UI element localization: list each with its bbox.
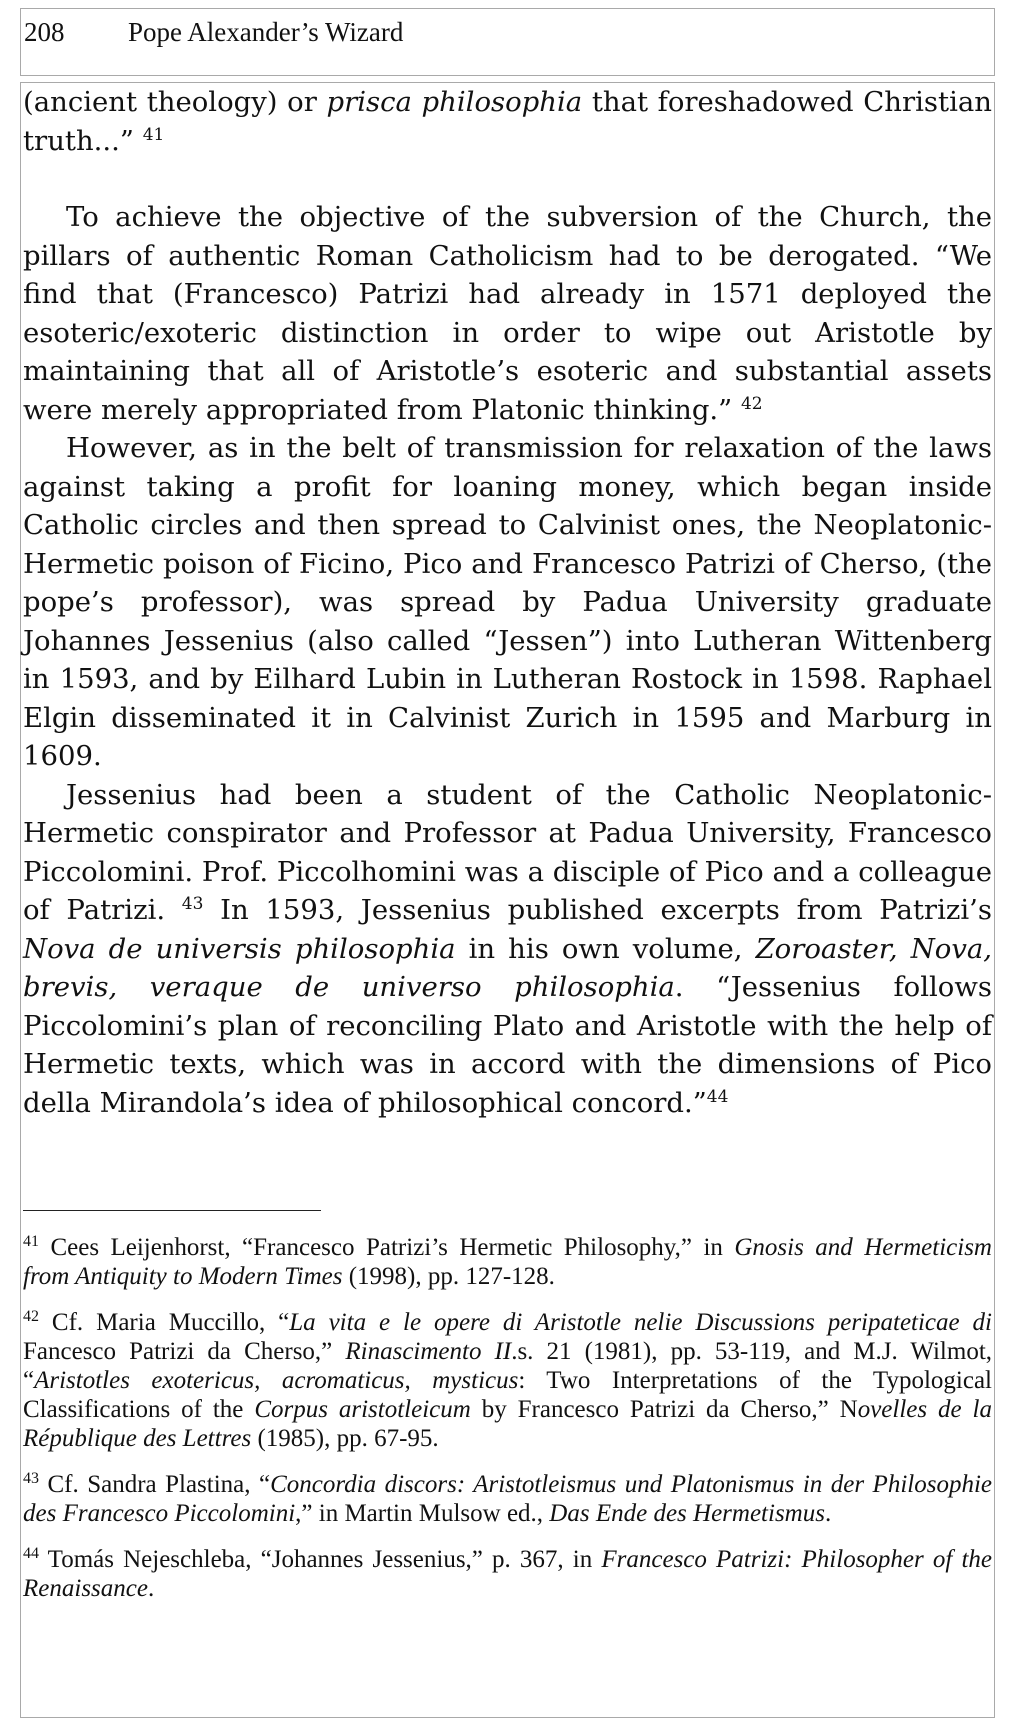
text-run: by Francesco Patrizi da Cherso,” N bbox=[470, 1396, 858, 1423]
text-block bbox=[20, 82, 995, 1718]
page-number: 208 bbox=[24, 17, 65, 47]
italic-title: Gnosis and Hermeticism from Antiquity to Modern Times bbox=[23, 1234, 992, 1290]
text-run: However, as in the belt of transmission for relaxation of the laws against taking a profit for loaning money, which began inside Catholic circles and then spread to Calvinist ones, the Neoplatonic-Hermetic poison of Ficino, Pico and Francesco Patrizi of Cherso, (the pope’s professor), was spread by Padua University graduate Johannes Jessenius (also called “Jessen”) into Lutheran Wittenberg in 1593, and by Eilhard Lubin in Lutheran Rostock in 1598. Raphael Elgin disseminated it in Calvinist Zurich in 1595 and Marburg in 1609. bbox=[23, 432, 992, 772]
footnote-43 bbox=[23, 1470, 992, 1528]
text-run: : Two Interpretations of the Typological Classifications of the bbox=[23, 1367, 992, 1423]
footnote-44 bbox=[23, 1545, 992, 1603]
text-run: . bbox=[824, 1500, 832, 1527]
text-run: Cf. Sandra Plastina, “ bbox=[39, 1471, 271, 1498]
text-run: To achieve the objective of the subversion of the Church, the pillars of authentic Roman Catholicism had to be derogated. “We find that (Francesco) Patrizi had already in 1571 deployed the esoteric/exoteric distinction in order to wipe out Aristotle by maintaining that all of Aristotle’s esoteric and substantial assets were merely appropriated from Platonic thinking.” bbox=[23, 201, 992, 426]
main-text bbox=[23, 83, 992, 1122]
running-header bbox=[20, 8, 995, 76]
italic-title: Das Ende des Hermetismus bbox=[549, 1500, 825, 1527]
text-run: In 1593, Jessenius published excerpts from Patrizi’s bbox=[203, 894, 993, 926]
footnote-ref-43: 43 bbox=[181, 893, 204, 914]
paragraph-continuation bbox=[23, 83, 992, 160]
text-run: Jessenius had been a student of the Catholic Neoplatonic-Hermetic conspirator and Professor at Padua University, Francesco Piccolomini. Prof. Piccolhomini was a disciple of Pico and a colleague of Patrizi. bbox=[23, 778, 992, 926]
text-run: that foreshadowed Christian truth...” bbox=[23, 86, 992, 157]
paragraph-transmission bbox=[23, 429, 992, 776]
text-run: Tomás Nejeschleba, “Johannes Jessenius,” p. 367, in bbox=[39, 1546, 602, 1573]
paragraph-jessenius bbox=[23, 776, 992, 1123]
footnote-ref-41: 41 bbox=[142, 124, 165, 145]
text-run: Cf. Maria Muccillo, “ bbox=[39, 1309, 290, 1336]
footnote-ref-44: 44 bbox=[706, 1086, 729, 1107]
text-run: (ancient theology) or bbox=[23, 86, 327, 118]
text-run: Fancesco Patrizi da Cherso,” bbox=[23, 1338, 346, 1365]
footnote-number: 44 bbox=[23, 1545, 39, 1563]
italic-title: Rinascimento II bbox=[345, 1338, 512, 1365]
italic-title: Nova de universis philosophia bbox=[23, 932, 456, 965]
text-run: (1985), pp. 67-95. bbox=[251, 1425, 439, 1452]
italic-title: Concordia discors: Aristotleismus und Platonismus in der Philosophie des Francesco Piccolomini bbox=[23, 1471, 992, 1527]
italic-title: Corpus aristotleicum bbox=[254, 1396, 471, 1423]
italic-title: ovelles de la République des Lettres bbox=[23, 1396, 992, 1452]
italic-title: Francesco Patrizi: Philosopher of the Renaissance bbox=[23, 1546, 992, 1602]
footnote-separator bbox=[23, 1210, 321, 1211]
text-run: Cees Leijenhorst, “Francesco Patrizi’s Hermetic Philosophy,” in bbox=[39, 1234, 735, 1261]
italic-title: prisca philosophia bbox=[326, 86, 583, 118]
text-run: (1998), pp. 127-128. bbox=[342, 1263, 555, 1290]
text-run: . “Jessenius follows Piccolomini’s plan of reconciling Plato and Aristotle with the help of Hermetic texts, which was in accord with the dimensions of Pico della Mirandola’s idea of philosophical concord.” bbox=[23, 971, 992, 1119]
footnote-41 bbox=[23, 1233, 992, 1291]
text-run: in his own volume, bbox=[455, 932, 756, 965]
text-run: ,” in Martin Mulsow ed., bbox=[295, 1500, 550, 1527]
paragraph-subversion bbox=[23, 198, 992, 429]
footnote-42 bbox=[23, 1308, 992, 1453]
footnote-number: 41 bbox=[23, 1233, 39, 1251]
footnote-number: 42 bbox=[23, 1308, 39, 1326]
running-title: Pope Alexander’s Wizard bbox=[128, 17, 404, 47]
italic-title: Aristotles exotericus, acromaticus, mysticus bbox=[34, 1367, 519, 1394]
text-run: .s. 21 (1981), pp. 53-119, and M.J. Wilmot, “ bbox=[23, 1338, 993, 1394]
italic-title: Zoroaster, Nova, brevis, veraque de universo philosophia bbox=[23, 932, 993, 1003]
footnote-ref-42: 42 bbox=[740, 393, 763, 414]
text-run: . bbox=[147, 1575, 155, 1602]
italic-title: La vita e le opere di Aristotle nelie Discussions peripateticae di bbox=[289, 1309, 992, 1336]
footnotes bbox=[23, 1233, 992, 1603]
footnote-number: 43 bbox=[23, 1470, 39, 1488]
